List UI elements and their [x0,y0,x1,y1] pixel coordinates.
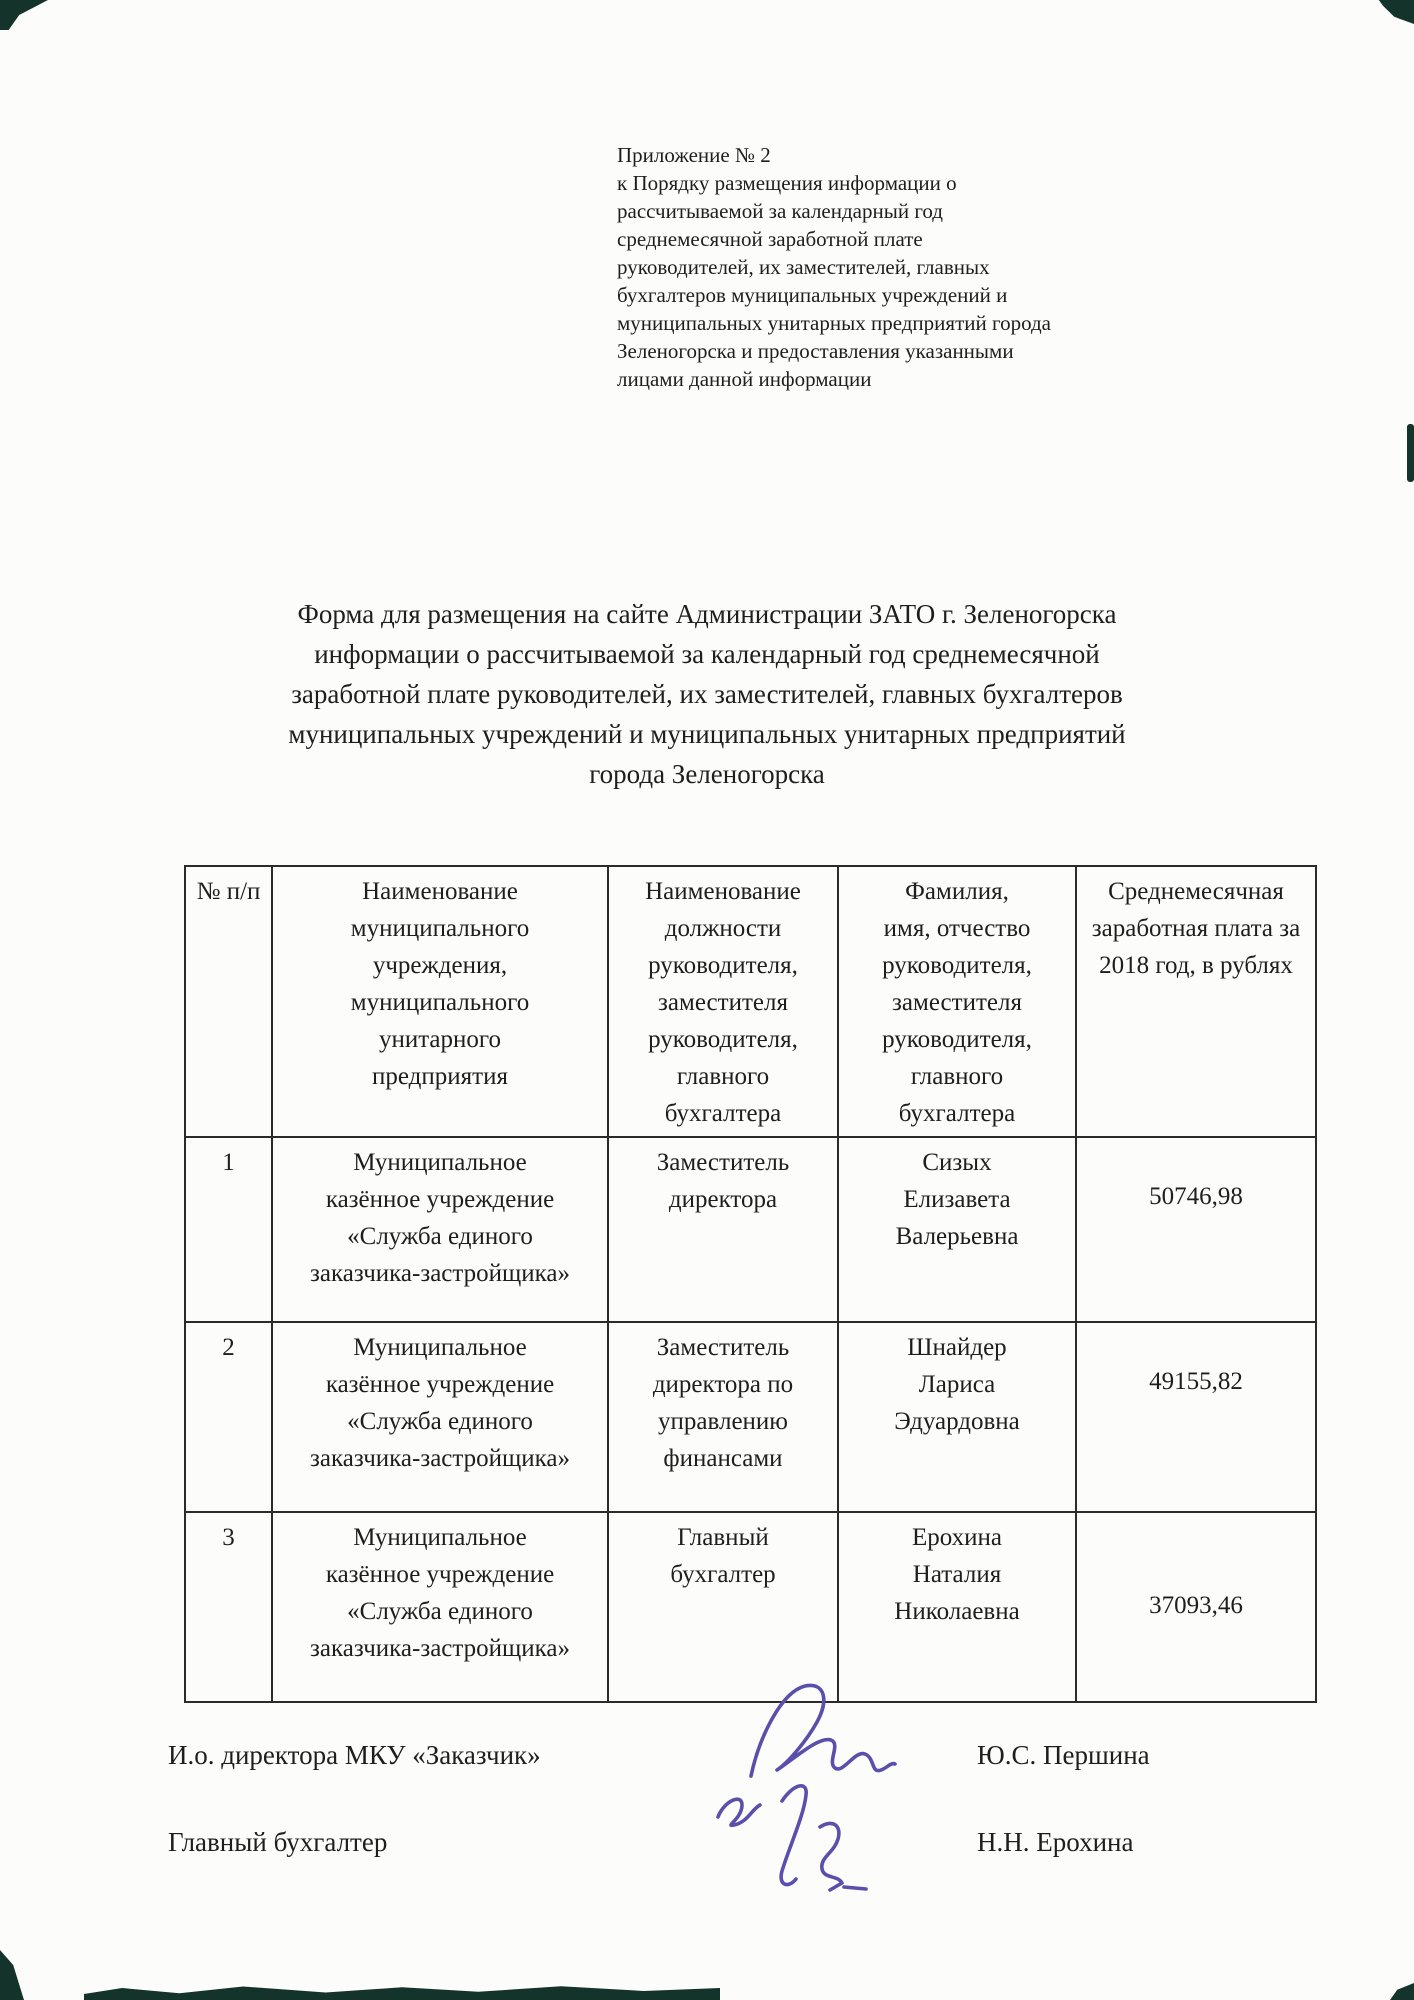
title-line: Форма для размещения на сайте Администрации ЗАТО г. Зеленогорска [297,599,1117,629]
page-title [166,594,1248,794]
appendix-block [617,141,1067,393]
salary-cell: 49155,82 [1076,1322,1316,1512]
title-line: города Зеленогорска [589,759,825,789]
appendix-line: бухгалтеров муниципальных учреждений и [617,283,1008,307]
handwritten-signature-director [733,1678,903,1788]
position-cell: Главный бухгалтер [608,1512,838,1702]
org-name-cell: Муниципальное казённое учреждение «Служба единого заказчика-застройщика» [272,1512,608,1702]
row-number-cell: 2 [185,1322,272,1512]
signatory-role-accountant: Главный бухгалтер [168,1827,388,1857]
appendix-line: рассчитываемой за календарный год [617,199,943,223]
row-number-cell: 1 [185,1137,272,1322]
title-line: муниципальных учреждений и муниципальных унитарных предприятий [288,719,1126,749]
signatory-name-pershina: Ю.С. Першина [977,1740,1150,1770]
signatory-name-erokhina: Н.Н. Ерохина [977,1827,1134,1857]
scan-artifact-bottom-strip [84,1985,720,2000]
salary-cell: 37093,46 [1076,1512,1316,1702]
org-name-cell: Муниципальное казённое учреждение «Служба единого заказчика-застройщика» [272,1322,608,1512]
salary-table [184,865,1317,1703]
title-line: заработной плате руководителей, их заместителей, главных бухгалтеров [291,679,1123,709]
scan-artifact-bottom-right [1390,1983,1414,2000]
position-cell: Заместитель директора по управлению финансами [608,1322,838,1512]
row-number-cell: 3 [185,1512,272,1702]
appendix-line: среднемесячной заработной плате [617,227,923,251]
appendix-line: муниципальных унитарных предприятий города [617,311,1051,335]
handwritten-signature-accountant [708,1775,873,1895]
table-row [185,1137,1316,1322]
appendix-line: Приложение № 2 [617,143,771,167]
scan-artifact-top-right [1370,0,1414,24]
scan-artifact-right-edge [1407,424,1414,482]
table-row [185,1512,1316,1702]
header-cell-salary: Среднемесячная заработная плата за 2018 год, в рублях [1076,866,1316,1137]
appendix-line: руководителей, их заместителей, главных [617,255,990,279]
table-row [185,1322,1316,1512]
org-name-cell: Муниципальное казённое учреждение «Служба единого заказчика-застройщика» [272,1137,608,1322]
appendix-line: Зеленогорска и предоставления указанными [617,339,1014,363]
position-cell: Заместитель директора [608,1137,838,1322]
header-cell-org: Наименование муниципального учреждения, муниципального унитарного предприятия [272,866,608,1137]
title-line: информации о рассчитываемой за календарный год среднемесячной [314,639,1100,669]
person-name-cell: Ерохина Наталия Николаевна [838,1512,1076,1702]
header-cell-position: Наименование должности руководителя, заместителя руководителя, главного бухгалтера [608,866,838,1137]
person-name-cell: Шнайдер Лариса Эдуардовна [838,1322,1076,1512]
appendix-line: к Порядку размещения информации о [617,171,957,195]
scan-artifact-bottom-left [0,1950,24,2000]
appendix-line: лицами данной информации [617,367,872,391]
header-cell-name: Фамилия, имя, отчество руководителя, заместителя руководителя, главного бухгалтера [838,866,1076,1137]
person-name-cell: Сизых Елизавета Валерьевна [838,1137,1076,1322]
scan-artifact-top-left [0,0,48,30]
table-header-row [185,866,1316,1137]
signatory-role-director: И.о. директора МКУ «Заказчик» [168,1740,541,1770]
salary-cell: 50746,98 [1076,1137,1316,1322]
header-cell-number: № п/п [185,866,272,1137]
